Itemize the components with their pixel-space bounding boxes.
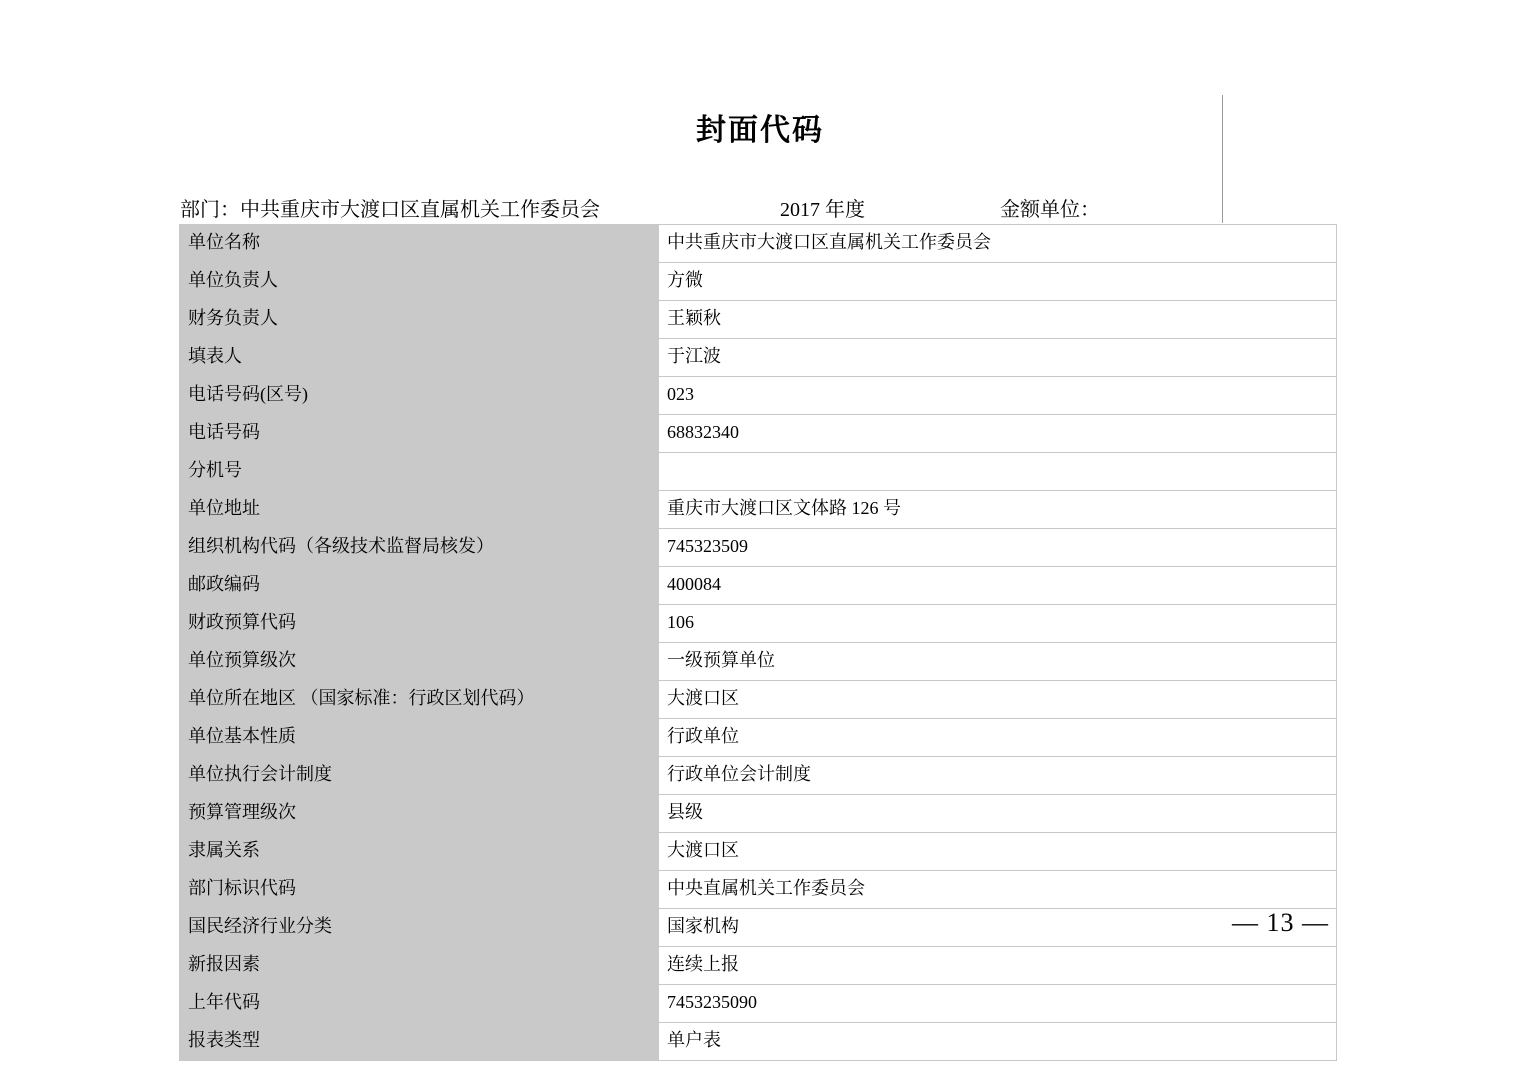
row-value: 单户表 [659,1023,1337,1061]
table-row [180,909,1337,947]
row-value: 行政单位会计制度 [659,757,1337,795]
table-row [180,833,1337,871]
table-row [180,225,1337,263]
table-row [180,795,1337,833]
table-row [180,985,1337,1023]
table-row [180,529,1337,567]
row-value: 106 [659,605,1337,643]
row-value: 县级 [659,795,1337,833]
row-label: 预算管理级次 [180,795,659,833]
row-value: 大渡口区 [659,681,1337,719]
table-row [180,871,1337,909]
row-label: 国民经济行业分类 [180,909,659,947]
row-value: 国家机构 [659,909,1337,947]
row-label: 单位执行会计制度 [180,757,659,795]
table-body [180,225,1337,1061]
row-value: 中共重庆市大渡口区直属机关工作委员会 [659,225,1337,263]
row-value: 连续上报 [659,947,1337,985]
row-value [659,453,1337,491]
row-label: 邮政编码 [180,567,659,605]
row-label: 单位所在地区 （国家标准：行政区划代码） [180,681,659,719]
table-row [180,643,1337,681]
row-label: 电话号码(区号) [180,377,659,415]
row-label: 单位预算级次 [180,643,659,681]
page-title: 封面代码 [696,113,824,148]
row-value: 方微 [659,263,1337,301]
row-label: 电话号码 [180,415,659,453]
meta-year: 2017 年度 [780,199,865,221]
table-row [180,491,1337,529]
table-row [180,681,1337,719]
row-label: 单位负责人 [180,263,659,301]
row-value: 大渡口区 [659,833,1337,871]
row-label: 上年代码 [180,985,659,1023]
row-value: 400084 [659,567,1337,605]
header-rule-corner [1222,222,1223,223]
table-row [180,453,1337,491]
row-value: 中央直属机关工作委员会 [659,871,1337,909]
page-number: — 13 — [1232,908,1329,937]
table-row [180,757,1337,795]
table-row [180,339,1337,377]
row-label: 分机号 [180,453,659,491]
row-value: 745323509 [659,529,1337,567]
row-value: 023 [659,377,1337,415]
row-label: 单位名称 [180,225,659,263]
row-label: 财务负责人 [180,301,659,339]
table-row [180,567,1337,605]
table-row [180,263,1337,301]
row-value: 王颖秋 [659,301,1337,339]
table-row [180,1023,1337,1061]
row-label: 隶属关系 [180,833,659,871]
table-row [180,415,1337,453]
meta-department: 部门：中共重庆市大渡口区直属机关工作委员会 [180,199,600,221]
meta-row [180,193,1300,219]
cover-code-table [179,224,1337,1061]
row-label: 财政预算代码 [180,605,659,643]
row-label: 单位基本性质 [180,719,659,757]
row-value: 行政单位 [659,719,1337,757]
row-value: 一级预算单位 [659,643,1337,681]
row-value: 于江波 [659,339,1337,377]
row-label: 部门标识代码 [180,871,659,909]
meta-amount-unit: 金额单位： [1000,199,1100,221]
row-label: 报表类型 [180,1023,659,1061]
row-label: 组织机构代码（各级技术监督局核发） [180,529,659,567]
table-row [180,377,1337,415]
row-value: 68832340 [659,415,1337,453]
row-value: 重庆市大渡口区文体路 126 号 [659,491,1337,529]
row-label: 新报因素 [180,947,659,985]
row-label: 单位地址 [180,491,659,529]
table-row [180,947,1337,985]
table-row [180,605,1337,643]
table-row [180,719,1337,757]
row-label: 填表人 [180,339,659,377]
table-row [180,301,1337,339]
row-value: 7453235090 [659,985,1337,1023]
